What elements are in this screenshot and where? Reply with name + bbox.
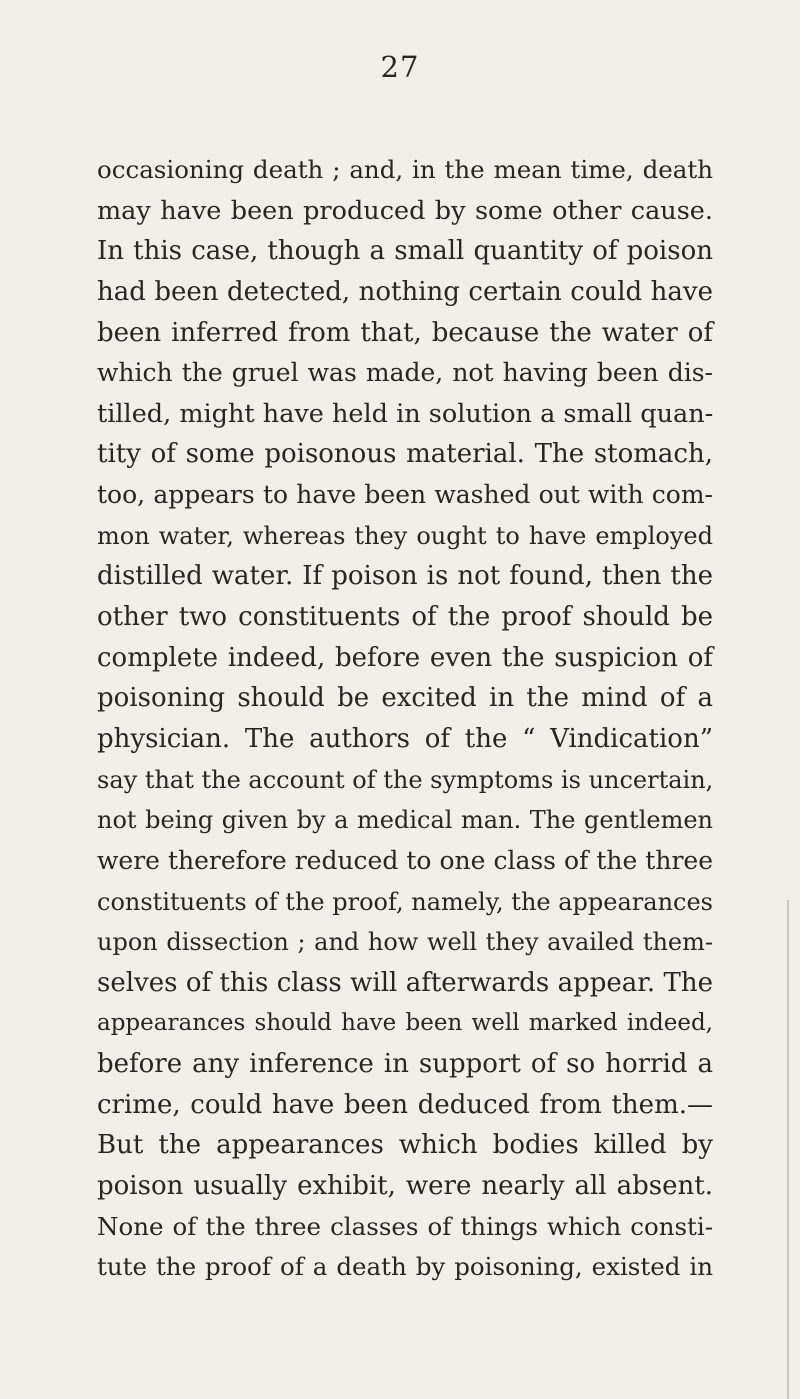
text-line: other two constituents of the proof should be	[97, 602, 713, 633]
text-line: In this case, though a small quantity of poison	[97, 236, 713, 267]
text-line: may have been produced by some other cause.	[97, 195, 713, 226]
text-line: None of the three classes of things which consti-	[97, 1211, 713, 1241]
text-line: constituents of the proof, namely, the appearances	[97, 887, 713, 916]
text-line: distilled water. If poison is not found, then the	[97, 561, 713, 592]
text-line: which the gruel was made, not having been dis-	[97, 358, 713, 388]
text-line: were therefore reduced to one class of the three	[97, 845, 713, 875]
text-line: But the appearances which bodies killed by	[97, 1130, 713, 1161]
text-line: say that the account of the symptoms is uncertain,	[97, 765, 714, 794]
text-line: poison usually exhibit, were nearly all absent.	[97, 1171, 713, 1202]
text-line: occasioning death ; and, in the mean time, death	[97, 155, 713, 184]
text-line: appearances should have been well marked indeed,	[97, 1010, 713, 1037]
text-line: tute the proof of a death by poisoning, existed in	[97, 1252, 713, 1282]
text-line: complete indeed, before even the suspicion of	[97, 642, 713, 673]
text-line: tilled, might have held in solution a small quan-	[97, 398, 714, 429]
text-line: physician. The authors of the “ Vindication”	[97, 723, 713, 754]
binding-edge-line	[787, 900, 789, 1399]
text-line: had been detected, nothing certain could have	[97, 276, 713, 307]
text-line: crime, could have been deduced from them.—	[97, 1089, 713, 1120]
text-line: tity of some poisonous material. The stomach,	[97, 439, 713, 470]
text-line: selves of this class will afterwards appear. The	[97, 967, 713, 998]
text-line: upon dissection ; and how well they availed them-	[97, 928, 713, 957]
text-line: poisoning should be excited in the mind of a	[97, 683, 713, 714]
text-line: before any inference in support of so horrid a	[97, 1049, 713, 1080]
text-line: mon water, whereas they ought to have employed	[97, 521, 713, 550]
body-text	[97, 150, 713, 1288]
text-line: been inferred from that, because the water of	[97, 317, 713, 348]
page-number: 27	[380, 50, 420, 84]
text-line: not being given by a medical man. The gentlemen	[97, 806, 713, 835]
text-line: too, appears to have been washed out with com-	[97, 480, 713, 510]
